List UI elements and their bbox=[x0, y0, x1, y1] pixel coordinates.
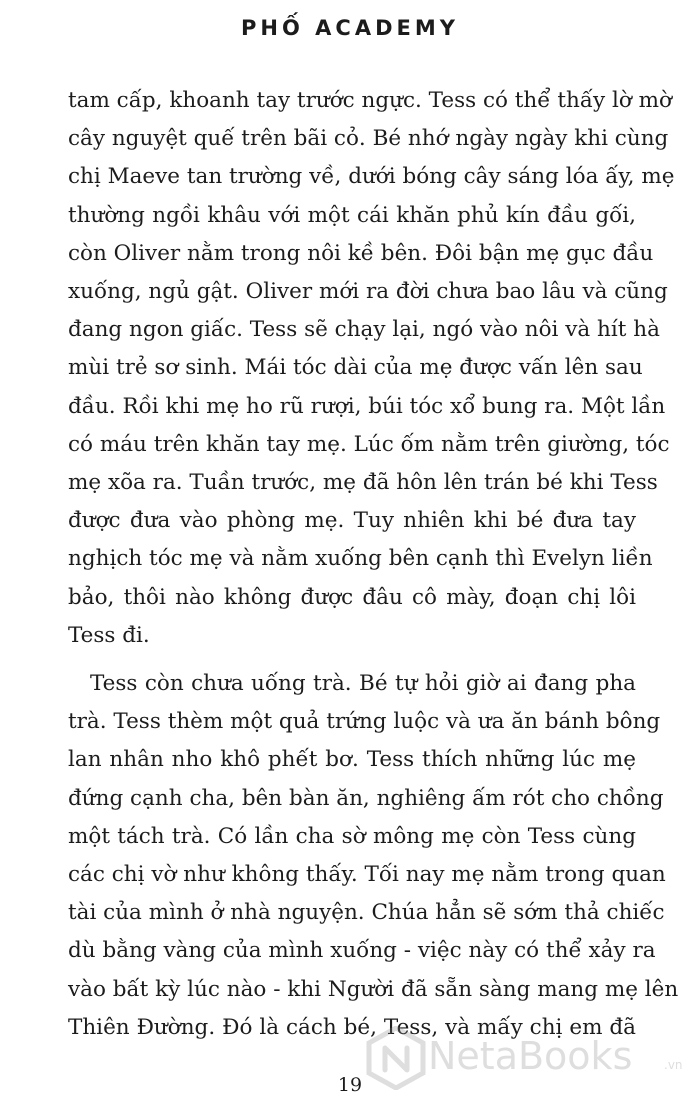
watermark-brand: NetaBooks bbox=[428, 1034, 633, 1078]
text-line: một tách trà. Có lần cha sờ mông mẹ còn Tess cùng bbox=[68, 823, 636, 849]
text-line: Thiên Đường. Đó là cách bé, Tess, và mấy chị em đã bbox=[68, 1014, 636, 1040]
netabooks-logo-icon bbox=[366, 1026, 426, 1090]
text-line: chị Maeve tan trường về, dưới bóng cây sáng lóa ấy, mẹ bbox=[68, 164, 675, 190]
text-line: các chị vờ như không thấy. Tối nay mẹ nằm trong quan bbox=[68, 862, 666, 888]
page-number: 19 bbox=[337, 1074, 363, 1096]
text-line: mùi trẻ sơ sinh. Mái tóc dài của mẹ được vấn lên sau bbox=[68, 355, 643, 381]
text-line: tài của mình ở nhà nguyện. Chúa hẳn sẽ sớm thả chiếc bbox=[68, 900, 665, 926]
text-line: trà. Tess thèm một quả trứng luộc và ưa ăn bánh bông bbox=[68, 709, 661, 735]
text-line: đang ngon giấc. Tess sẽ chạy lại, ngó vào nôi và hít hà bbox=[68, 317, 660, 343]
text-line: còn Oliver nằm trong nôi kề bên. Đôi bận mẹ gục đầu bbox=[68, 240, 654, 266]
watermark-suffix: .vn bbox=[664, 1058, 683, 1072]
text-line: có máu trên khăn tay mẹ. Lúc ốm nằm trên giường, tóc bbox=[68, 431, 670, 457]
text-line: xuống, ngủ gật. Oliver mới ra đời chưa bao lâu và cũng bbox=[68, 279, 668, 305]
text-line: đứng cạnh cha, bên bàn ăn, nghiêng ấm rót cho chồng bbox=[68, 785, 664, 811]
paragraph-2 bbox=[68, 665, 679, 1047]
text-line: tam cấp, khoanh tay trước ngực. Tess có thể thấy lờ mờ bbox=[68, 88, 672, 113]
paragraph-1 bbox=[68, 82, 675, 655]
text-line: bảo, thôi nào không được đâu cô mày, đoạn chị lôi bbox=[68, 584, 636, 610]
text-line: được đưa vào phòng mẹ. Tuy nhiên khi bé đưa tay bbox=[68, 508, 636, 534]
running-header: PHỐ ACADEMY bbox=[241, 16, 459, 40]
body-text bbox=[68, 82, 679, 1047]
text-line: lan nhân nho khô phết bơ. Tess thích những lúc mẹ bbox=[68, 747, 636, 773]
text-line: nghịch tóc mẹ và nằm xuống bên cạnh thì Evelyn liền bbox=[68, 546, 653, 572]
text-line: vào bất kỳ lúc nào - khi Người đã sẵn sàng mang mẹ lên bbox=[68, 976, 679, 1002]
text-line: thường ngồi khâu với một cái khăn phủ kín đầu gối, bbox=[68, 202, 636, 228]
text-line: mẹ xõa ra. Tuần trước, mẹ đã hôn lên trán bé khi Tess bbox=[68, 470, 658, 496]
text-line: Tess đi. bbox=[68, 622, 150, 648]
text-line: đầu. Rồi khi mẹ ho rũ rượi, búi tóc xổ bung ra. Một lần bbox=[68, 393, 666, 419]
watermark bbox=[366, 1018, 686, 1118]
text-line: cây nguyệt quế trên bãi cỏ. Bé nhớ ngày ngày khi cùng bbox=[68, 126, 669, 152]
text-line: dù bằng vàng của mình xuống - việc này có thể xảy ra bbox=[68, 938, 656, 964]
text-line: Tess còn chưa uống trà. Bé tự hỏi giờ ai đang pha bbox=[90, 671, 636, 697]
